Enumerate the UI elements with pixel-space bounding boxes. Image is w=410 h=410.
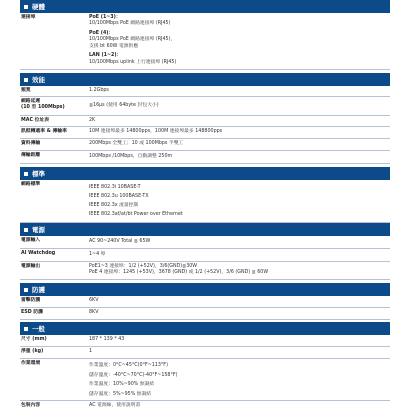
section-header-protection xyxy=(20,283,390,296)
spec-value: 1~4 埠 xyxy=(89,251,106,257)
spec-value-line: 10/100Mbps uplink 上行連接埠 (RJ45) xyxy=(89,59,177,65)
spec-label: 連接埠 xyxy=(21,15,36,20)
section-title: 一般 xyxy=(32,325,45,333)
spec-value-line: 儲存溫度：-40°C~70°C(-40°F~158°F) xyxy=(89,372,178,378)
section-title: 防護 xyxy=(32,286,45,294)
spec-label: ESD 防護 xyxy=(21,310,43,315)
spec-value: 2K xyxy=(89,117,96,123)
spec-row-environment xyxy=(20,359,390,401)
square-bullet-icon xyxy=(24,5,28,9)
spec-label: MAC 位址表 xyxy=(21,118,50,123)
spec-row-ai-watchdog xyxy=(20,249,390,262)
spec-row-data-transfer xyxy=(20,139,390,151)
spec-row-weight xyxy=(20,347,390,359)
spec-value: 6KV xyxy=(89,298,99,304)
spec-value xyxy=(89,180,390,222)
spec-row-distance xyxy=(20,151,390,164)
spec-row-package xyxy=(20,401,390,410)
spec-value-line: 10/100Mbps PoE 網路連接埠 (RJ45)， xyxy=(89,37,176,43)
spec-label: 電源輸出 xyxy=(21,264,41,269)
section-header-power xyxy=(20,223,390,236)
spec-label: 尺寸 (mm) xyxy=(21,337,47,342)
section-title: 硬體 xyxy=(32,3,45,11)
spec-value-line: 作業溫度：0°C~45°C(0°F~113°F) xyxy=(89,363,168,368)
square-bullet-icon xyxy=(24,288,28,292)
spec-value-line: IEEE 802.3u 100BASE-TX xyxy=(89,194,149,199)
spec-value xyxy=(89,262,390,279)
spec-row-bandwidth xyxy=(20,86,390,97)
spec-value-line: 儲存濕度：5%~95% 無凝結 xyxy=(89,391,152,397)
spec-row-dimensions xyxy=(20,335,390,347)
spec-label: 訊框轉遞率 & 傳輸率 xyxy=(21,129,67,134)
section-title: 效能 xyxy=(32,76,45,84)
spec-value-line: PoE1~3 連接埠：1/2 (+52V)，3/6(GND)≦30W xyxy=(89,264,198,269)
square-bullet-icon xyxy=(24,327,28,331)
square-bullet-icon xyxy=(24,172,28,176)
spec-label: AI Watchdog xyxy=(21,251,56,256)
spec-label: 傳輸距離 xyxy=(21,153,41,158)
section-header-performance xyxy=(20,73,390,86)
spec-row-mac-table xyxy=(20,116,390,127)
spec-value-line: IEEE 802.3af/at/bt Power over Ethernet xyxy=(89,212,183,217)
spec-value: 100Mbps /10Mbps，自動調整 250m xyxy=(89,153,173,159)
section-title: 標準 xyxy=(32,170,45,178)
spec-value: ≦16μs (使用 64byte 封包大小) xyxy=(89,102,159,108)
spec-row-power-output xyxy=(20,262,390,280)
spec-value: 10M 連接埠最多 14800pps，100M 連接埠最多 148800pps xyxy=(89,129,223,135)
spec-label: 網路延遲 (10 至 100Mbps) xyxy=(21,99,65,110)
spec-label: 淨重 (kg) xyxy=(21,349,44,354)
spec-value: 8KV xyxy=(89,310,99,316)
spec-value-line: PoE (4)： xyxy=(89,31,114,37)
spec-value: 200Mbps 全雙工；10 或 100Mbps 半雙工 xyxy=(89,141,184,147)
square-bullet-icon xyxy=(24,228,28,232)
spec-value-line: 10/100Mbps PoE 網路連接埠 (RJ45) xyxy=(89,21,171,27)
spec-row-forwarding-rate xyxy=(20,127,390,139)
spec-row-surge-protection xyxy=(20,296,390,308)
spec-value: 1 xyxy=(89,349,93,355)
spec-value: AC 90~240V Total ≦ 65W xyxy=(89,238,151,244)
section-header-hardware xyxy=(20,0,390,13)
spec-row-network-standard xyxy=(20,180,390,223)
spec-label: 作業環境 xyxy=(21,361,41,366)
spec-label: 雷擊防護 xyxy=(21,298,41,303)
spec-value xyxy=(89,359,390,400)
section-header-standard xyxy=(20,167,390,180)
spec-label: 資料傳輸 xyxy=(21,141,41,146)
spec-row-power-input xyxy=(20,236,390,249)
spec-value: 187 * 139 * 43 xyxy=(89,337,125,343)
spec-value-line: 支援 bt 60W 電源供應 xyxy=(89,43,139,49)
spec-value-line: IEEE 802.3i 10BASE-T xyxy=(89,185,141,190)
section-header-general xyxy=(20,322,390,335)
spec-value-line: PoE (1~3)： xyxy=(89,15,121,20)
spec-value-line: 作業濕度：10%~90% 無凝結 xyxy=(89,382,155,388)
spec-value-line: PoE 4 連接埠：1245 (+53V)，3678 (GND) 或 1/2 (+52V)，3/6 (GND) ≦ 60W xyxy=(89,270,269,276)
spec-value xyxy=(89,13,390,69)
spec-label: 電源輸入 xyxy=(21,238,41,243)
spec-row-interface xyxy=(20,13,390,70)
spec-value: 1.2Gbps xyxy=(89,87,109,93)
spec-value-line: IEEE 802.3x 流量控制 xyxy=(89,203,139,208)
spec-value-line: LAN (1~2)： xyxy=(89,53,122,59)
spec-label: 網路標準 xyxy=(21,182,41,187)
square-bullet-icon xyxy=(24,78,28,82)
spec-row-esd-protection xyxy=(20,308,390,320)
spec-label: 包裝內容 xyxy=(21,403,41,408)
spec-value: AC 電源線，使用說明書 xyxy=(89,403,141,408)
spec-label: 頻寬 xyxy=(21,88,31,93)
section-title: 電源 xyxy=(32,226,45,234)
spec-row-latency xyxy=(20,97,390,116)
